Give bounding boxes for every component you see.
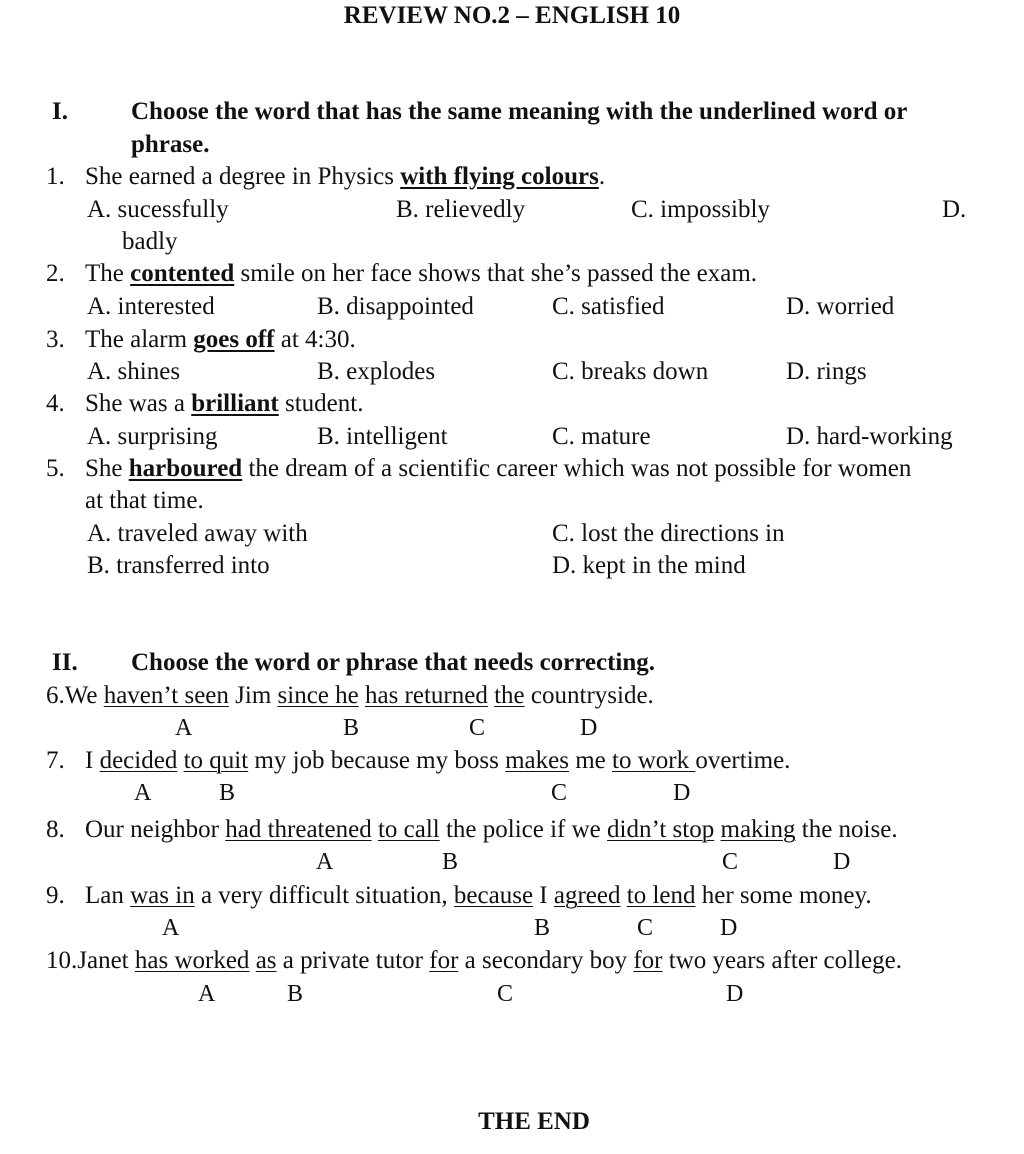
question-9-part-d: to lend	[626, 882, 696, 909]
question-7-part-b: to quit	[183, 747, 249, 774]
question-8-label-c: C	[722, 849, 739, 875]
question-10-part-b: as	[255, 947, 277, 974]
question-8-label-a: A	[316, 849, 334, 875]
question-4-number: 4.	[46, 390, 65, 417]
question-5-underlined-word: harboured	[128, 455, 243, 482]
question-10-label-d: D	[726, 981, 744, 1007]
question-1-option-a: A. sucessfully	[87, 196, 229, 223]
question-2-underlined-word: contented	[130, 260, 235, 287]
question-3-option-a: A. shines	[87, 358, 181, 385]
question-10-part-d: for	[633, 947, 663, 974]
question-1-option-c: C. impossibly	[631, 196, 770, 223]
question-7-label-a: A	[134, 780, 152, 806]
question-4-stem: She was a brilliant student.	[85, 390, 364, 417]
question-9-part-b: because	[453, 882, 534, 909]
section-1-numeral: I.	[52, 98, 68, 125]
question-2-stem: The contented smile on her face shows that she’s passed the exam.	[85, 260, 758, 287]
question-7-label-d: D	[673, 780, 691, 806]
question-7-part-c: makes	[505, 747, 569, 774]
question-8-label-b: B	[442, 849, 459, 875]
question-6-part-a: haven’t seen	[103, 682, 229, 709]
question-1-stem: She earned a degree in Physics with flying colours.	[85, 163, 606, 190]
question-9-part-a: was in	[130, 882, 195, 909]
question-8-sentence: Our neighbor had threatened to call the police if we didn’t stop making the noise.	[85, 816, 898, 843]
the-end-footer: THE END	[478, 1108, 590, 1135]
question-6-label-d: D	[580, 715, 598, 741]
question-1-underlined-phrase: with flying colours	[400, 163, 599, 190]
question-5-stem-continued: at that time.	[85, 487, 204, 514]
question-4-option-c: C. mature	[552, 423, 651, 450]
question-3-number: 3.	[46, 326, 65, 353]
question-3-stem: The alarm goes off at 4:30.	[85, 326, 356, 353]
question-10-label-a: A	[198, 981, 216, 1007]
question-10-part-a: has worked	[134, 947, 250, 974]
question-4-option-d: D. hard-working	[786, 423, 953, 450]
question-8-part-d: making	[720, 816, 796, 843]
question-6-part-b: since he	[277, 682, 359, 709]
question-3-underlined-phrase: goes off	[193, 326, 275, 353]
question-2-option-a: A. interested	[87, 293, 215, 320]
question-8-number: 8.	[46, 816, 65, 843]
question-8-part-b: to call	[377, 816, 440, 843]
question-9-number: 9.	[46, 882, 65, 909]
question-7-label-b: B	[219, 780, 236, 806]
question-9-label-a: A	[162, 915, 180, 941]
section-1-heading-line-1: Choose the word that has the same meaning with the underlined word or	[131, 98, 908, 125]
question-6-part-d: the	[494, 682, 525, 709]
question-5-stem: She harboured the dream of a scientific career which was not possible for women	[85, 455, 912, 482]
question-5-number: 5.	[46, 455, 65, 482]
question-8-part-a: had threatened	[225, 816, 372, 843]
question-10-label-b: B	[287, 981, 304, 1007]
question-9-label-c: C	[637, 915, 654, 941]
question-5-option-a: A. traveled away with	[87, 520, 308, 547]
question-6-part-c: has returned	[364, 682, 488, 709]
question-6-sentence: 6.We haven’t seen Jim since he has returned the countryside.	[46, 682, 654, 709]
question-8-part-c: didn’t stop	[607, 816, 715, 843]
section-1-heading-line-2: phrase.	[131, 131, 210, 158]
question-10-part-c: for	[429, 947, 459, 974]
question-9-sentence: Lan was in a very difficult situation, because I agreed to lend her some money.	[85, 882, 872, 909]
question-6-label-b: B	[343, 715, 360, 741]
question-10-label-c: C	[497, 981, 514, 1007]
question-7-label-c: C	[551, 780, 568, 806]
question-4-underlined-word: brilliant	[191, 390, 279, 417]
question-8-label-d: D	[833, 849, 851, 875]
question-3-option-d: D. rings	[786, 358, 867, 385]
question-2-option-c: C. satisfied	[552, 293, 665, 320]
question-5-option-b: B. transferred into	[87, 552, 270, 579]
question-6-label-c: C	[469, 715, 486, 741]
question-1-number: 1.	[46, 163, 65, 190]
section-2-heading: Choose the word or phrase that needs correcting.	[131, 649, 656, 676]
question-2-option-b: B. disappointed	[317, 293, 474, 320]
question-9-label-d: D	[720, 915, 738, 941]
question-2-option-d: D. worried	[786, 293, 895, 320]
question-7-number: 7.	[46, 747, 65, 774]
question-3-option-b: B. explodes	[317, 358, 436, 385]
question-1-option-d-text: badly	[122, 228, 178, 255]
question-3-option-c: C. breaks down	[552, 358, 709, 385]
section-2-numeral: II.	[52, 649, 78, 676]
question-4-option-b: B. intelligent	[317, 423, 448, 450]
question-6-label-a: A	[175, 715, 193, 741]
question-9-part-c: agreed	[553, 882, 621, 909]
question-7-part-a: decided	[99, 747, 178, 774]
question-7-part-d: to work	[612, 747, 696, 774]
question-5-option-d: D. kept in the mind	[552, 552, 746, 579]
page-title: REVIEW NO.2 – ENGLISH 10	[343, 2, 681, 29]
question-7-sentence: I decided to quit my job because my boss makes me to work overtime.	[85, 747, 791, 774]
question-9-label-b: B	[534, 915, 551, 941]
question-5-option-c: C. lost the directions in	[552, 520, 785, 547]
question-2-number: 2.	[46, 260, 65, 287]
question-10-sentence: 10.Janet has worked as a private tutor for a secondary boy for two years after college.	[46, 947, 902, 974]
question-4-option-a: A. surprising	[87, 423, 218, 450]
question-1-option-d: D.	[942, 196, 967, 223]
question-1-option-b: B. relievedly	[396, 196, 526, 223]
